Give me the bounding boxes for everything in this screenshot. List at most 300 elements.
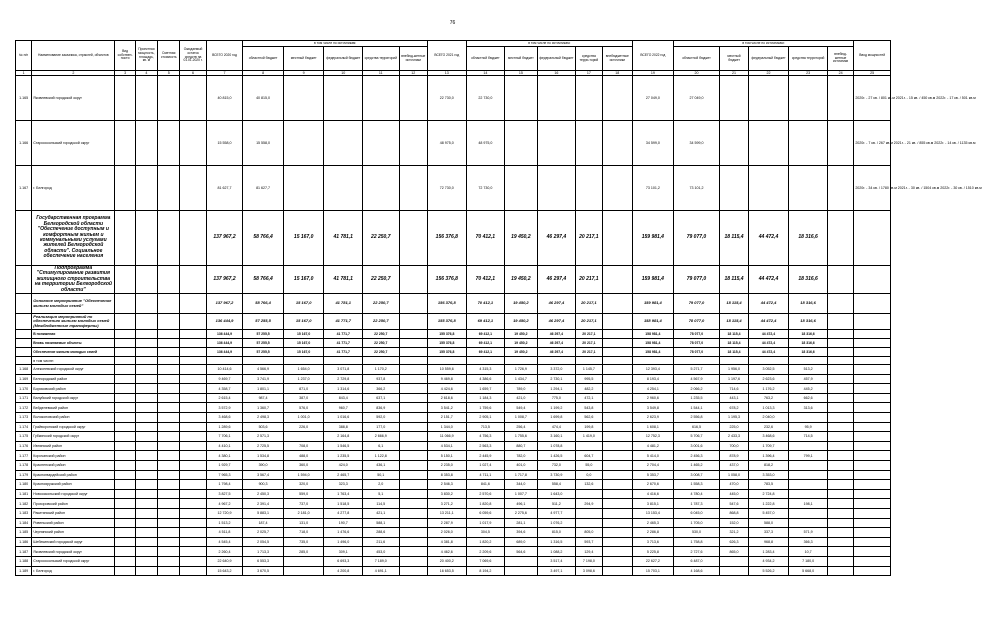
value-cell: 1 608,1 [633,422,674,432]
value-cell [854,480,891,490]
value-cell: 4 566,9 [243,365,284,375]
value-cell: 4 711,1 [466,470,505,480]
value-cell: 155 376,8 [428,339,467,348]
value-cell: 15 167,0 [283,211,324,266]
value-cell [505,556,537,566]
value-cell: 18 115,4 [720,314,748,330]
value-cell: 987,4 [243,393,284,403]
value-cell [827,403,853,413]
row-number [16,330,32,339]
value-cell [158,384,180,394]
value-cell [135,480,157,490]
value-cell [399,528,427,538]
value-cell: 16 653,5 [428,566,467,576]
value-cell: 58 766,4 [243,211,284,266]
summary-row [16,330,891,339]
value-cell: 4 200,8 [324,566,363,576]
value-cell: 18 115,4 [720,348,748,357]
value-cell [135,314,157,330]
value-cell [135,365,157,375]
value-cell: 713,5 [466,422,505,432]
value-cell: 158 981,4 [633,339,674,348]
row-number: 1.189 [16,566,32,576]
value-cell: 662,6 [789,393,828,403]
value-cell: 543,8 [576,403,602,413]
row-number: 1.178 [16,460,32,470]
value-cell: 137 967,2 [206,266,243,294]
value-cell: 1 594,0 [283,470,324,480]
value-cell [399,480,427,490]
value-cell: 46 297,4 [537,348,576,357]
value-cell [399,422,427,432]
value-cell: 22 250,7 [363,348,400,357]
value-cell [854,348,891,357]
value-cell: 445,2 [789,384,828,394]
row-number: 1.170 [16,384,32,394]
value-cell [827,76,853,121]
value-cell [399,393,427,403]
value-cell: 2 066,2 [673,384,720,394]
summary-row [16,294,891,314]
value-cell [135,470,157,480]
value-cell: 732,0 [537,460,576,470]
value-cell [180,413,206,423]
value-cell: 12 393,4 [633,365,674,375]
value-cell: 95,9 [789,422,828,432]
value-cell [827,384,853,394]
value-cell [399,403,427,413]
header-src: федеральный бюджет [324,47,363,71]
value-cell [158,357,180,365]
header-group-2020: в том числе по источникам: [243,41,428,47]
value-cell [115,470,135,480]
value-cell: 70 412,1 [466,211,505,266]
column-number: 5 [158,71,180,76]
table-row [16,489,891,499]
summary-row [16,339,891,348]
value-cell [602,528,633,538]
value-cell [827,566,853,576]
value-cell: 1 058,0 [720,470,748,480]
value-cell [854,413,891,423]
value-cell: 41 781,1 [324,294,363,314]
value-cell: 4 511,8 [206,528,243,538]
row-name: Шебекинский городской округ [32,537,115,547]
value-cell: 6 045,0 [673,508,720,518]
value-cell: 15 703,1 [633,566,674,576]
value-cell: 78 077,0 [673,314,720,330]
value-cell: 865,0 [720,547,748,557]
table-row [16,499,891,509]
value-cell: 4 416,6 [633,489,674,499]
value-cell [399,374,427,384]
value-cell [854,470,891,480]
value-cell: 73 101,2 [673,166,720,211]
value-cell: 1 294,1 [537,384,576,394]
value-cell [827,432,853,442]
value-cell: 424,0 [324,460,363,470]
value-cell: 558,4 [537,480,576,490]
value-cell [115,518,135,528]
row-number: 1.168 [16,365,32,375]
row-name: Основное мероприятие "Обеспечение жильем молодых семей" [32,294,115,314]
value-cell [135,384,157,394]
header-capacity: Проектная мощность, площадь, кв. м [135,41,157,71]
value-cell [180,422,206,432]
incl-label: в том числе: [32,357,115,365]
row-number: 1.176 [16,441,32,451]
value-cell: 637,1 [363,393,400,403]
header-src: внебюд-жетные источники [399,47,427,71]
value-cell: 15 643,2 [206,566,243,576]
value-cell: 79 077,0 [673,266,720,294]
value-cell [789,413,828,423]
value-cell: 488,0 [283,451,324,461]
value-cell: 159 981,4 [633,211,674,266]
value-cell [158,348,180,357]
value-cell [135,566,157,576]
value-cell: 900,3 [243,480,284,490]
value-cell [854,432,891,442]
value-cell: 443,1 [720,393,748,403]
value-cell [428,357,467,365]
value-cell: 2 729,8 [324,374,363,384]
value-cell [854,518,891,528]
value-cell: 714,5 [789,432,828,442]
value-cell [602,357,633,365]
value-cell [854,339,891,348]
header-src: средства территорий [789,47,828,71]
value-cell: 592,0 [363,413,400,423]
value-cell [602,211,633,266]
value-cell [115,451,135,461]
value-cell [576,441,602,451]
value-cell: 1 534,8 [243,451,284,461]
value-cell [135,76,157,121]
value-cell: 136 444,9 [206,339,243,348]
value-cell: 559,0 [283,489,324,499]
value-cell [135,460,157,470]
value-cell: 8 353,8 [428,470,467,480]
value-cell [158,266,180,294]
value-cell [602,547,633,557]
value-cell: 2 286,8 [633,528,674,538]
value-cell: 41 771,7 [324,314,363,330]
value-cell: 2 181,0 [283,508,324,518]
header-src: местный бюджет [283,47,324,71]
row-name: Вновь начинаемые объекты [32,339,115,348]
value-cell: 3 372,0 [537,365,576,375]
header-src: федеральный бюджет [748,47,789,71]
value-cell [324,121,363,166]
value-cell: 156 376,8 [428,266,467,294]
value-cell: 1 434,7 [505,374,537,384]
column-number: 15 [505,71,537,76]
row-number: 1.184 [16,518,32,528]
value-cell: 22 250,7 [363,211,400,266]
value-cell: 1 759,6 [466,403,505,413]
value-cell: 5 225,8 [633,547,674,557]
value-cell: 1 001,0 [283,413,324,423]
value-cell [135,441,157,451]
value-cell: 1 419,0 [576,432,602,442]
value-cell: 44 472,4 [748,339,789,348]
value-cell [827,393,853,403]
value-cell: 1 008,7 [505,413,537,423]
value-cell [180,480,206,490]
value-cell [827,489,853,499]
value-cell: 3 001,6 [673,441,720,451]
value-cell: 27 049,0 [673,76,720,121]
row-name: Корочанский район [32,451,115,461]
row-name: Губкинский городской округ [32,432,115,442]
value-cell [399,432,427,442]
value-cell: 1 643,0 [537,489,576,499]
value-cell: 44 472,4 [748,294,789,314]
value-cell: 1 801,1 [243,384,284,394]
value-cell [158,566,180,576]
value-cell: 437,0 [720,460,748,470]
value-cell [158,480,180,490]
value-cell [115,348,135,357]
summary-row [16,266,891,294]
value-cell: 2 450,3 [243,489,284,499]
value-cell [283,121,324,166]
value-cell [537,166,576,211]
value-cell [602,314,633,330]
value-cell: 57 255,5 [243,348,284,357]
value-cell: 1 027,4 [466,460,505,470]
value-cell: 4 254,1 [633,384,674,394]
value-cell: 4 462,6 [428,547,467,557]
value-cell: 5 526,2 [748,566,789,576]
table-row [16,121,891,166]
value-cell: 0,0 [576,470,602,480]
row-number: 1.183 [16,508,32,518]
value-cell [158,211,180,266]
value-cell [854,441,891,451]
value-cell: 1 496,0 [324,537,363,547]
value-cell: 4 934,2 [748,556,789,566]
value-cell [789,518,828,528]
value-cell: 15 167,0 [283,294,324,314]
value-cell: 3 098,6 [576,566,602,576]
value-cell [135,211,157,266]
value-cell [399,121,427,166]
value-cell: 818,2 [748,460,789,470]
value-cell [135,528,157,538]
value-cell: 44 472,4 [748,266,789,294]
value-cell [827,470,853,480]
value-cell [505,566,537,576]
value-cell [602,294,633,314]
value-cell [135,403,157,413]
value-cell [158,374,180,384]
value-cell [854,537,891,547]
value-cell: 73 101,2 [633,166,674,211]
value-cell [602,76,633,121]
value-cell: 18 316,6 [789,266,828,294]
value-cell: 20 217,1 [576,330,602,339]
value-cell: 2 287,9 [428,518,467,528]
value-cell: 3 541,2 [428,403,467,413]
page-number: 76 [449,20,456,26]
value-cell: 1 235,5 [673,393,720,403]
table-row [16,547,891,557]
value-cell: 285,0 [283,547,324,557]
value-cell [115,566,135,576]
value-cell: 156 376,8 [428,294,467,314]
value-cell [854,365,891,375]
value-cell: 19 450,2 [505,339,537,348]
row-number [16,348,32,357]
value-cell: 3 572,9 [206,403,243,413]
value-cell [602,489,633,499]
row-name: Старооскольский городской округ [32,121,115,166]
value-cell: 190,7 [324,518,363,528]
value-cell [789,480,828,490]
value-cell [854,528,891,538]
value-cell: 46 297,4 [537,211,576,266]
value-cell: 2 235,0 [428,460,467,470]
value-cell: 114,5 [363,499,400,509]
value-cell: 15 167,0 [283,266,324,294]
value-cell: 72 730,0 [466,166,505,211]
value-cell [720,556,748,566]
header-src: областной бюджет [673,47,720,71]
value-cell: 19 450,2 [505,348,537,357]
value-cell: 836,9 [363,403,400,413]
value-cell [363,121,400,166]
value-cell: 44 472,4 [748,211,789,266]
value-cell: 1 283,4 [748,547,789,557]
value-cell [115,547,135,557]
value-cell [180,403,206,413]
value-cell: 1 199,2 [537,403,576,413]
value-cell: 46 297,4 [537,266,576,294]
value-cell [789,489,828,499]
value-cell [576,357,602,365]
value-cell: 616,5 [673,422,720,432]
value-cell: 323,3 [324,480,363,490]
value-cell: 78 077,0 [673,339,720,348]
value-cell: 470,0 [720,480,748,490]
value-cell: 70 412,1 [466,266,505,294]
value-cell: 805,0 [576,528,602,538]
value-cell [399,314,427,330]
value-cell [158,330,180,339]
value-cell [158,489,180,499]
value-cell [505,121,537,166]
value-cell [827,480,853,490]
value-cell [135,330,157,339]
value-cell: 72 730,0 [428,166,467,211]
value-cell: 4 545,4 [206,537,243,547]
value-cell: 1 465,2 [673,460,720,470]
value-cell: 1 017,9 [466,518,505,528]
value-cell [283,166,324,211]
value-cell: 18 316,6 [789,314,828,330]
value-cell [854,460,891,470]
value-cell: 3 468,6 [748,432,789,442]
value-cell: 2 546,3 [428,480,467,490]
column-number: 4 [135,71,157,76]
value-cell: 2 391,4 [243,499,284,509]
value-cell [854,422,891,432]
value-cell [180,441,206,451]
value-cell [789,166,828,211]
value-cell [180,528,206,538]
value-cell: 2 666,9 [363,432,400,442]
value-cell: 549,4 [505,403,537,413]
row-number [16,339,32,348]
value-cell: 1 316,5 [537,537,576,547]
value-cell [135,499,157,509]
value-cell [399,556,427,566]
value-cell: 22 627,2 [633,556,674,566]
value-cell: 388,8 [324,422,363,432]
value-cell: 22 250,7 [363,330,400,339]
value-cell [827,508,853,518]
value-cell: 482,2 [576,384,602,394]
incl-row [16,357,891,365]
value-cell: 2 623,9 [633,413,674,423]
value-cell: 564,6 [505,547,537,557]
value-cell [602,451,633,461]
value-cell: 18 115,4 [720,211,748,266]
value-cell: 57 255,5 [243,339,284,348]
value-cell [283,432,324,442]
value-cell: 225,0 [720,422,748,432]
column-number: 3 [115,71,135,76]
value-cell: 321,2 [720,528,748,538]
value-cell: 2 445,9 [466,451,505,461]
value-cell [158,556,180,566]
row-number: 1.177 [16,451,32,461]
value-cell [283,556,324,566]
header-name: Наименование заказчика, отраслей, объектов [32,41,115,71]
row-number [16,357,32,365]
commission-note: 2020г. - 7 кв. / 267 кв.м 2021г. - 21 кв. / 855 кв.м 2022г. - 14 кв. / 1135 кв.м [854,121,891,166]
value-cell: 69 412,1 [466,330,505,339]
value-cell: 562,6 [576,413,602,423]
value-cell: 281,1 [505,518,537,528]
value-cell: 79 077,0 [673,294,720,314]
value-cell: 27 049,0 [633,76,674,121]
table-row [16,451,891,461]
value-cell: 1 195,3 [720,413,748,423]
table-row [16,403,891,413]
value-cell: 46 297,4 [537,330,576,339]
value-cell [158,314,180,330]
row-name: Старооскольский городской округ [32,556,115,566]
value-cell: 3 353,0 [748,470,789,480]
column-number: 16 [537,71,576,76]
row-name: г. Белгород [32,166,115,211]
value-cell: 288,6 [363,528,400,538]
value-cell: 159 981,4 [633,294,674,314]
summary-row [16,348,891,357]
column-number: 6 [180,71,206,76]
value-cell: 2 433,3 [720,432,748,442]
row-name: Валуйский городской округ [32,393,115,403]
value-cell: 18 115,4 [720,339,748,348]
value-cell: 2 026,0 [428,528,467,538]
row-number: 1.186 [16,537,32,547]
value-cell [158,403,180,413]
value-cell: 4 358,7 [206,384,243,394]
value-cell: 18 316,6 [789,294,828,314]
